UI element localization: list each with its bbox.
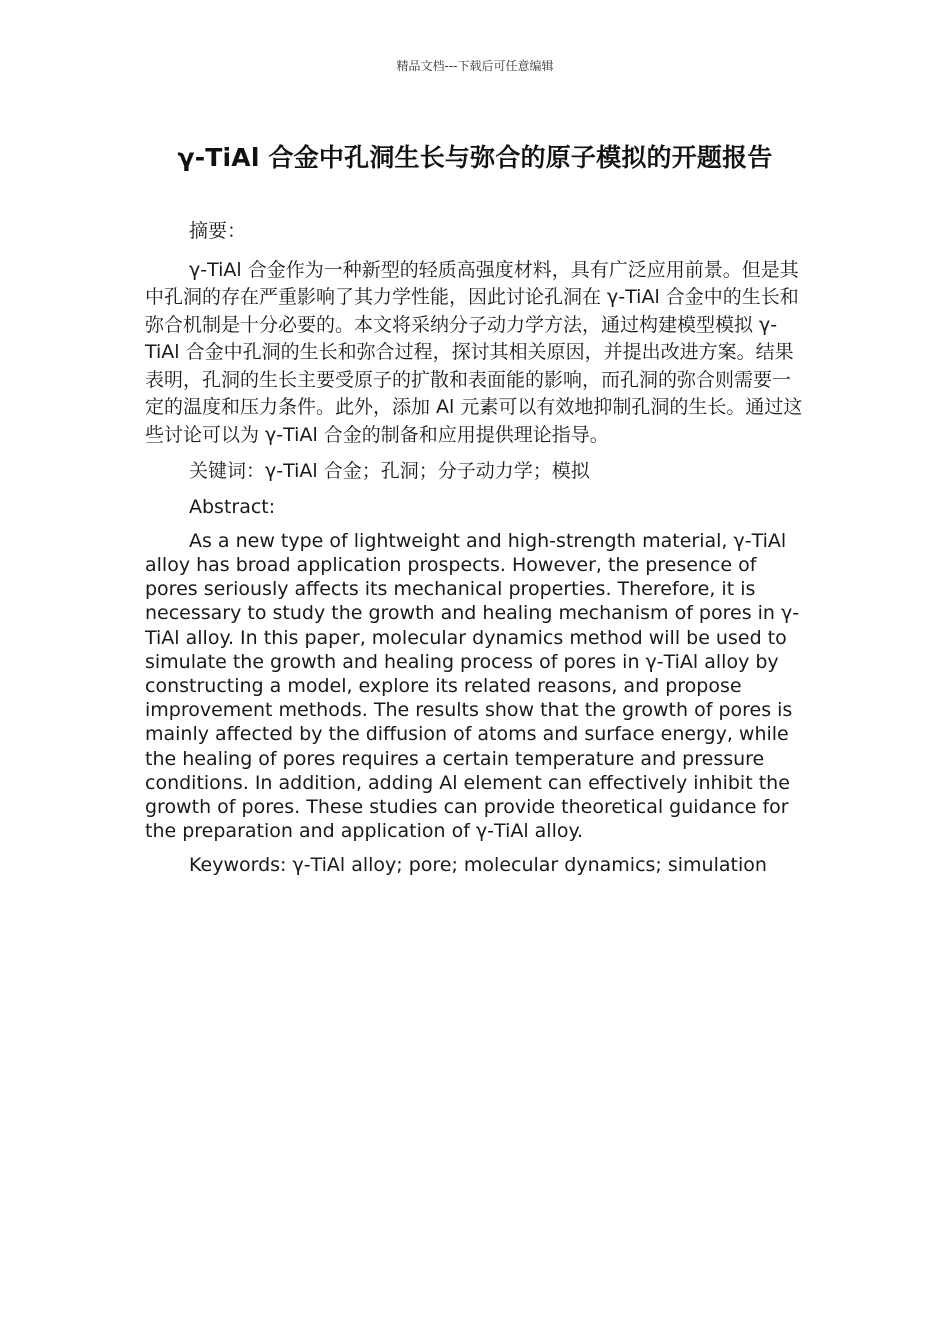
- document-body: [145, 218, 807, 888]
- abstract-cn-heading: 摘要：: [189, 220, 247, 242]
- abstract-en-body: As a new type of lightweight and high-strength material, γ-TiAl alloy has broad application prospects. However, the presence of pores seriously affects its mechanical properties. Therefore, it is necessary to study the growth and healing mechanism of pores in γ-TiAl alloy. In this paper, molecular dynamics method will be used to simulate the growth and healing process of pores in γ-TiAl alloy by constructing a model, explore its related reasons, and propose improvement methods. The results show that the growth of pores is mainly affected by the diffusion of atoms and surface energy, while the healing of pores requires a certain temperature and pressure conditions. In addition, adding Al element can effectively inhibit the growth of pores. These studies can provide theoretical guidance for the preparation and application of γ-TiAl alloy.: [145, 529, 800, 843]
- keywords-en: Keywords: γ-TiAl alloy; pore; molecular dynamics; simulation: [189, 854, 767, 877]
- page-header-watermark: 精品文档---下载后可任意编辑: [396, 59, 554, 73]
- keywords-cn: 关键词：γ-TiAl 合金；孔洞；分子动力学；模拟: [189, 460, 590, 482]
- document-title: γ-TiAl 合金中孔洞生长与弥合的原子模拟的开题报告: [177, 143, 773, 172]
- abstract-cn-body: γ-TiAl 合金作为一种新型的轻质高强度材料，具有广泛应用前景。但是其中孔洞的存在严重影响了其力学性能，因此讨论孔洞在 γ-TiAl 合金中的生长和弥合机制是十分必要的。本文将采纳分子动力学方法，通过构建模型模拟 γ-TiAl 合金中孔洞的生长和弥合过程，探讨其相关原因，并提出改进方案。结果表明，孔洞的生长主要受原子的扩散和表面能的影响，而孔洞的弥合则需要一定的温度和压力条件。此外，添加 Al 元素可以有效地抑制孔洞的生长。通过这些讨论可以为 γ-TiAl 合金的制备和应用提供理论指导。: [145, 258, 803, 446]
- abstract-en-heading: Abstract:: [189, 495, 276, 518]
